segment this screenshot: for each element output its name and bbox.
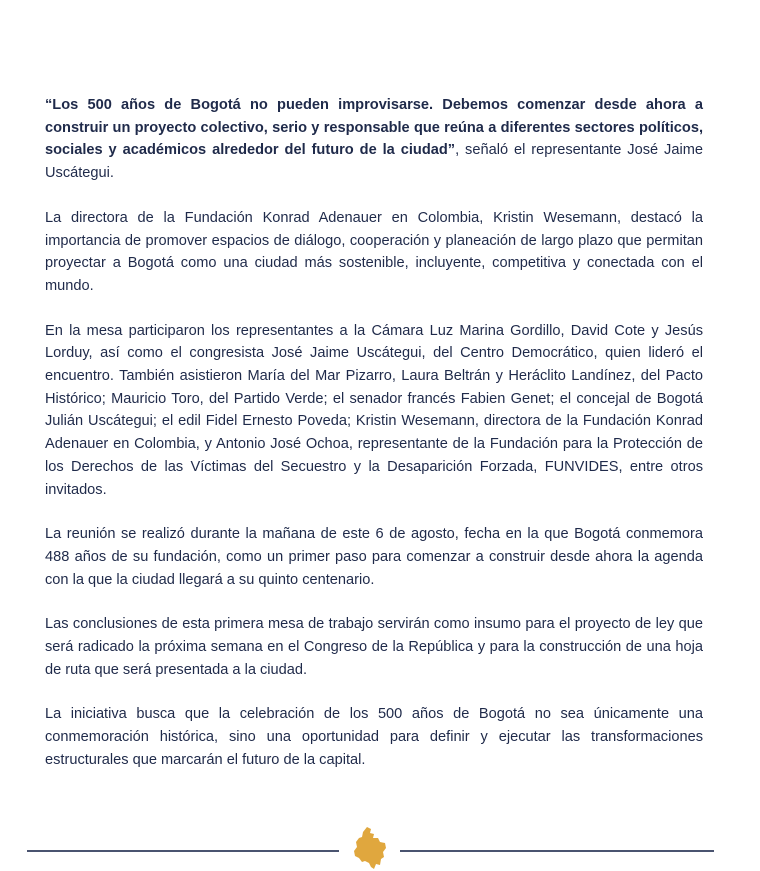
colombia-map-icon <box>349 825 389 871</box>
document-body <box>45 94 703 794</box>
footer-rule-right <box>400 850 714 852</box>
quote-paragraph <box>45 94 703 185</box>
paragraph-5: Las conclusiones de esta primera mesa de trabajo servirán como insumo para el proyecto de ley que será radicado la próxima semana en el Congreso de la República y para la construcción de una hoja de ruta que será presentada a la ciudad. <box>45 616 703 678</box>
paragraph-4: La reunión se realizó durante la mañana de este 6 de agosto, fecha en la que Bogotá conmemora 488 años de su fundación, como un primer paso para comenzar a construir desde ahora la agenda con la que la ciudad llegará a su quinto centenario. <box>45 526 703 588</box>
paragraph-6: La iniciativa busca que la celebración de los 500 años de Bogotá no sea únicamente una conmemoración histórica, sino una oportunidad para definir y ejecutar las transformaciones estructurales que marcarán el futuro de la capital. <box>45 706 703 768</box>
quote-attribution: , señaló el representante José Jaime Uscátegui. <box>45 142 703 182</box>
paragraph-2: La directora de la Fundación Konrad Adenauer en Colombia, Kristin Wesemann, destacó la importancia de promover espacios de diálogo, cooperación y planeación de largo plazo que permitan proyectar a Bogotá como una ciudad más sostenible, incluyente, competitiva y conectada con el mundo. <box>45 209 703 294</box>
paragraph-3: En la mesa participaron los representantes a la Cámara Luz Marina Gordillo, David Cote y Jesús Lorduy, así como el congresista José Jaime Uscátegui, del Centro Democrático, quien lideró el encuentro. También asistieron María del Mar Pizarro, Laura Beltrán y Heráclito Landínez, del Pacto Histórico; Mauricio Toro, del Partido Verde; el senador francés Fabien Genet; el concejal de Bogotá Julián Uscátegui; el edil Fidel Ernesto Poveda; Kristin Wesemann, directora de la Fundación Konrad Adenauer en Colombia, y Antonio José Ochoa, representante de la Fundación para la Protección de los Derechos de las Víctimas del Secuestro y la Desaparición Forzada, FUNVIDES, entre otros invitados. <box>45 322 703 498</box>
quote-bold-text: “Los 500 años de Bogotá no pueden improvisarse. Debemos comenzar desde ahora a construir un proyecto colectivo, serio y responsable que reúna a diferentes sectores políticos, sociales y académicos alrededor del futuro de la ciudad” <box>45 97 703 159</box>
footer-rule-left <box>27 850 339 852</box>
page-footer <box>0 820 760 871</box>
